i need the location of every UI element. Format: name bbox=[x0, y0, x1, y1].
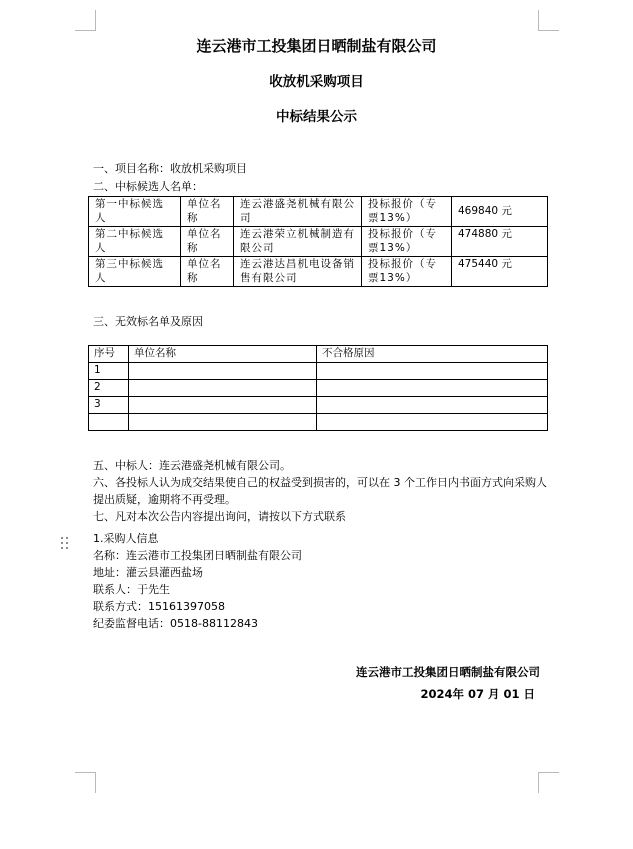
quote-price: 474880 元 bbox=[452, 227, 548, 257]
table-row bbox=[89, 197, 548, 227]
section-1-project-name: 一、项目名称：收放机采购项目 bbox=[93, 162, 247, 175]
column-header-reason: 不合格原因 bbox=[317, 346, 548, 363]
quote-price: 469840 元 bbox=[452, 197, 548, 227]
purchaser-info-heading: 1.采购人信息 bbox=[93, 532, 159, 545]
serial-cell bbox=[89, 414, 129, 431]
table-row bbox=[89, 414, 548, 431]
section-5-winner: 五、中标人：连云港盛尧机械有限公司。 bbox=[93, 459, 291, 472]
candidate-company: 连云港达昌机电设备销售有限公司 bbox=[234, 257, 362, 287]
purchaser-address: 地址：灌云县灌西盐场 bbox=[93, 566, 203, 579]
crop-mark-top-left-icon bbox=[75, 10, 96, 31]
unit-name-label: 单位名称 bbox=[181, 257, 234, 287]
unit-name-cell bbox=[129, 397, 317, 414]
invalid-bids-table bbox=[88, 345, 548, 431]
candidates-table bbox=[88, 196, 548, 287]
crop-mark-bottom-right-icon bbox=[538, 772, 559, 793]
table-row bbox=[89, 380, 548, 397]
column-header-serial: 序号 bbox=[89, 346, 129, 363]
candidate-rank: 第三中标候选人 bbox=[89, 257, 181, 287]
section-7-contact-heading: 七、凡对本次公告内容提出询问，请按以下方式联系 bbox=[93, 510, 346, 523]
crop-mark-top-right-icon bbox=[538, 10, 559, 31]
table-row bbox=[89, 363, 548, 380]
doc-title-announcement: 中标结果公示 bbox=[276, 109, 357, 125]
body-text-block bbox=[93, 457, 548, 632]
quote-price: 475440 元 bbox=[452, 257, 548, 287]
drag-handle-icon[interactable] bbox=[61, 537, 63, 539]
unit-name-label: 单位名称 bbox=[181, 227, 234, 257]
unit-name-label: 单位名称 bbox=[181, 197, 234, 227]
signature-date: 2024年 07 月 01 日 bbox=[420, 687, 535, 701]
quote-label: 投标报价（专票13%） bbox=[362, 197, 452, 227]
reason-cell bbox=[317, 414, 548, 431]
signature-block bbox=[356, 661, 540, 705]
purchaser-contact-person: 联系人：于先生 bbox=[93, 583, 170, 596]
serial-cell: 1 bbox=[89, 363, 129, 380]
unit-name-cell bbox=[129, 380, 317, 397]
section-3-invalid-heading: 三、无效标名单及原因 bbox=[93, 315, 203, 328]
quote-label: 投标报价（专票13%） bbox=[362, 257, 452, 287]
table-row bbox=[89, 227, 548, 257]
column-header-unit-name: 单位名称 bbox=[129, 346, 317, 363]
doc-title-project: 收放机采购项目 bbox=[269, 74, 364, 90]
unit-name-cell bbox=[129, 414, 317, 431]
table-row bbox=[89, 397, 548, 414]
section-2-candidates-heading: 二、中标候选人名单： bbox=[93, 180, 203, 193]
reason-cell bbox=[317, 380, 548, 397]
candidate-rank: 第一中标候选人 bbox=[89, 197, 181, 227]
table-header-row bbox=[89, 346, 548, 363]
candidate-company: 连云港荣立机械制造有限公司 bbox=[234, 227, 362, 257]
candidate-company: 连云港盛尧机械有限公司 bbox=[234, 197, 362, 227]
serial-cell: 3 bbox=[89, 397, 129, 414]
serial-cell: 2 bbox=[89, 380, 129, 397]
reason-cell bbox=[317, 397, 548, 414]
reason-cell bbox=[317, 363, 548, 380]
signature-company: 连云港市工投集团日晒制盐有限公司 bbox=[356, 665, 540, 679]
crop-mark-bottom-left-icon bbox=[75, 772, 96, 793]
purchaser-name: 名称：连云港市工投集团日晒制盐有限公司 bbox=[93, 549, 302, 562]
quote-label: 投标报价（专票13%） bbox=[362, 227, 452, 257]
doc-title-company: 连云港市工投集团日晒制盐有限公司 bbox=[196, 37, 437, 55]
supervision-phone: 纪委监督电话：0518-88112843 bbox=[93, 617, 258, 630]
purchaser-phone: 联系方式：15161397058 bbox=[93, 600, 225, 613]
unit-name-cell bbox=[129, 363, 317, 380]
table-row bbox=[89, 257, 548, 287]
candidate-rank: 第二中标候选人 bbox=[89, 227, 181, 257]
section-6-objection: 六、各投标人认为成交结果使自己的权益受到损害的，可以在 3 个工作日内书面方式向采购人提出质疑，逾期将不再受理。 bbox=[93, 476, 547, 506]
